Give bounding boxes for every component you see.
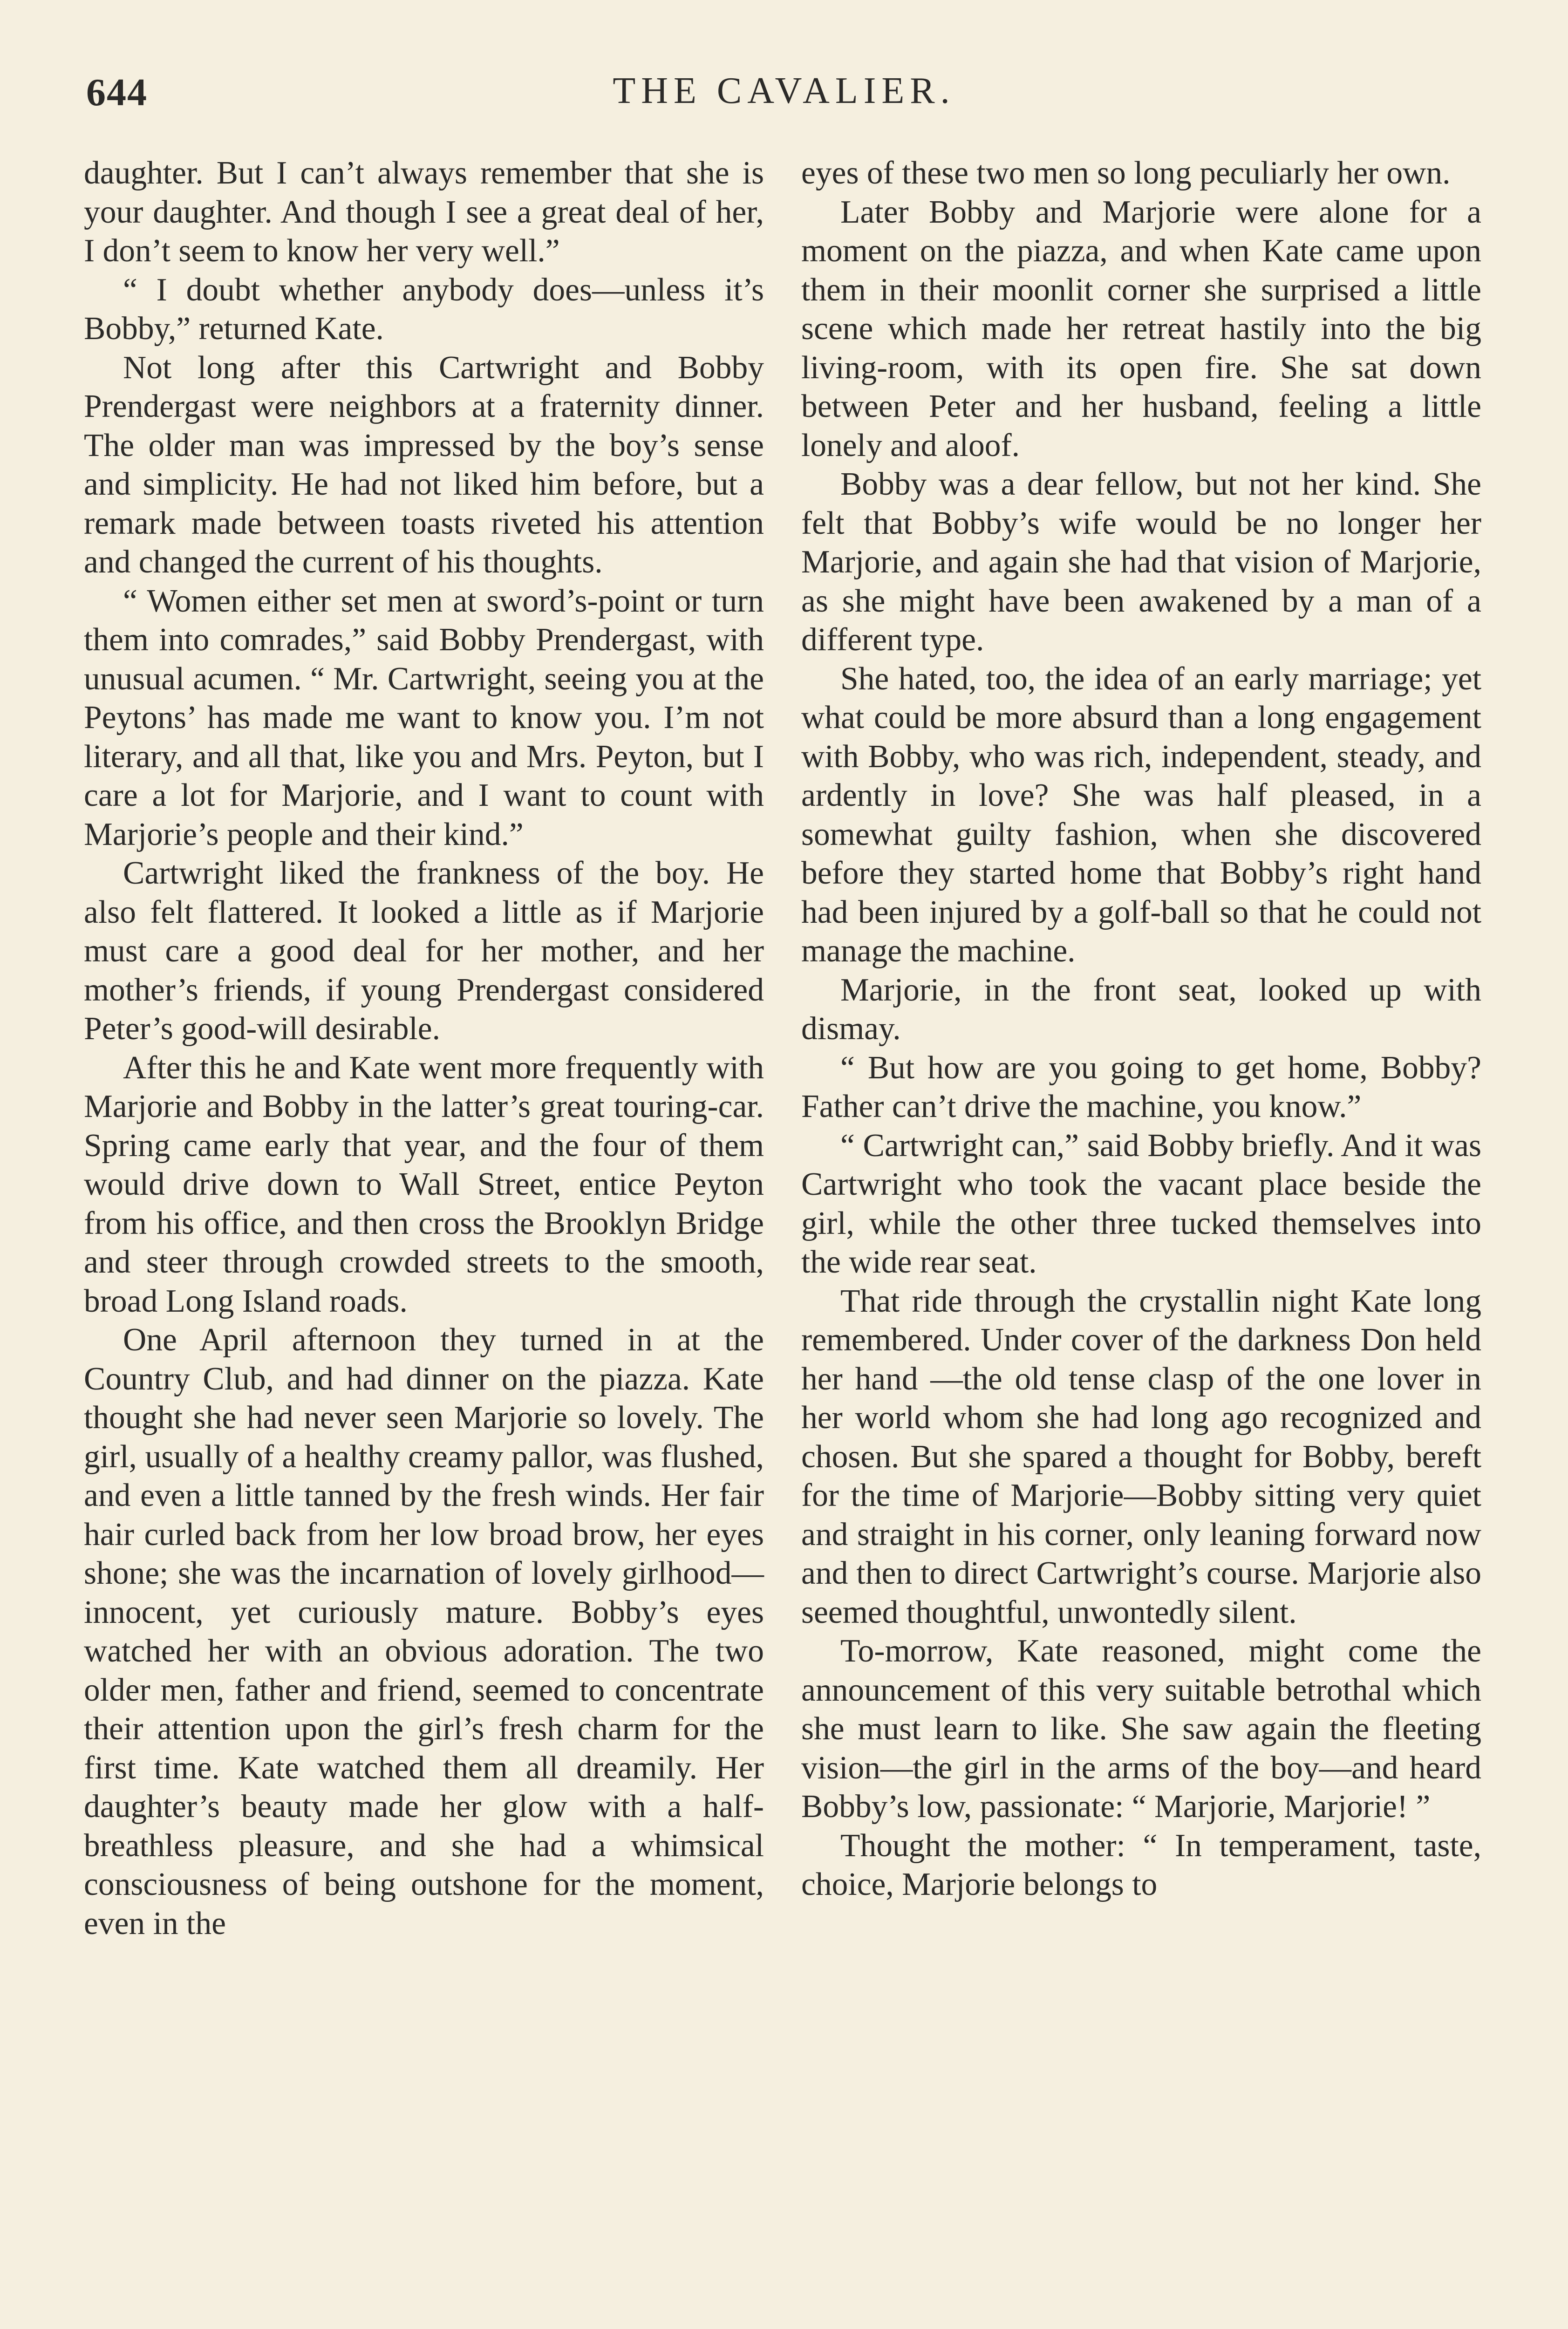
paragraph: One April afternoon they turned in at the Country Club, and had dinner on the piazza. Kate thought she had never seen Marjorie so lovely. The girl, usually of a healthy creamy pallor, was flushed, and even a little tanned by the fresh winds. Her fair hair curled back from her low broad brow, her eyes shone; she was the incarnation of lovely girlhood—innocent, yet curiously mature. Bobby’s eyes watched her with an obvious adoration. The two older men, father and friend, seemed to concentrate their attention upon the girl’s fresh charm for the first time. Kate watched them all dreamily. Her daughter’s beauty made her glow with a half-breathless pleasure, and she had a whimsical consciousness of being outshone for the moment, even in the — [84, 1322, 764, 1941]
paragraph: “ Women either set men at sword’s-point or turn them into comrades,” said Bobby Prendergast, with unusual acumen. “ Mr. Cartwright, seeing you at the Peytons’ has made me want to know you. I’m not literary, and all that, like you and Mrs. Peyton, but I care a lot for Marjorie, and I want to count with Marjorie’s people and their kind.” — [84, 583, 764, 852]
paragraph: Cartwright liked the frankness of the boy. He also felt flattered. It looked a little as if Marjorie must care a good deal for her mother, and her mother’s friends, if young Prendergast considered Peter’s good-will desirable. — [84, 855, 764, 1047]
paragraph: She hated, too, the idea of an early marriage; yet what could be more absurd than a long engagement with Bobby, who was rich, independent, steady, and ardently in love? She was half pleased, in a somewhat guilty fashion, when she discovered before they started home that Bobby’s right hand had been injured by a golf-ball so that he could not manage the machine. — [801, 661, 1481, 969]
paragraph: eyes of these two men so long peculiarly her own. — [801, 155, 1451, 191]
paragraph: Thought the mother: “ In temperament, taste, choice, Marjorie belongs to — [801, 1827, 1481, 1902]
right-column — [801, 154, 1481, 1904]
paragraph: “ Cartwright can,” said Bobby briefly. And it was Cartwright who took the vacant place beside the girl, while the other three tucked themselves into the wide rear seat. — [801, 1127, 1481, 1280]
paragraph: Not long after this Cartwright and Bobby Prendergast were neighbors at a fraternity dinner. The older man was impressed by the boy’s sense and simplicity. He had not liked him before, but a remark made between toasts riveted his attention and changed the current of his thoughts. — [84, 349, 764, 580]
paragraph: Marjorie, in the front seat, looked up with dismay. — [801, 972, 1481, 1047]
paragraph: Bobby was a dear fellow, but not her kind. She felt that Bobby’s wife would be no longer her Marjorie, and again she had that vision of Marjorie, as she might have been awakened by a man of a different type. — [801, 466, 1481, 658]
paragraph: To-morrow, Kate reasoned, might come the announcement of this very suitable betrothal which she must learn to like. She saw again the fleeting vision—the girl in the arms of the boy—and heard Bobby’s low, passionate: “ Marjorie, Marjorie! ” — [801, 1633, 1481, 1825]
paragraph: daughter. But I can’t always remember that she is your daughter. And though I see a great deal of her, I don’t seem to know her very well.” — [84, 155, 764, 269]
running-title: THE CAVALIER. — [613, 70, 955, 111]
page-header — [0, 70, 1568, 121]
page-number: 644 — [86, 71, 148, 114]
paragraph: “ But how are you going to get home, Bobby? Father can’t drive the machine, you know.” — [801, 1049, 1481, 1124]
paragraph: After this he and Kate went more frequently with Marjorie and Bobby in the latter’s great touring-car. Spring came early that year, and the four of them would drive down to Wall Street, entice Peyton from his office, and then cross the Brooklyn Bridge and steer through crowded streets to the smooth, broad Long Island roads. — [84, 1049, 764, 1319]
paragraph: “ I doubt whether anybody does—unless it’s Bobby,” returned Kate. — [84, 272, 764, 347]
left-column — [84, 154, 764, 1943]
paragraph: That ride through the crystallin night Kate long remembered. Under cover of the darkness Don held her hand —the old tense clasp of the one lover in her world whom she had long ago recognized and chosen. But she spared a thought for Bobby, bereft for the time of Marjorie—Bobby sitting very quiet and straight in his corner, only leaning forward now and then to direct Cartwright’s course. Marjorie also seemed thoughtful, unwontedly silent. — [801, 1283, 1481, 1630]
paragraph: Later Bobby and Marjorie were alone for a moment on the piazza, and when Kate came upon them in their moonlit corner she surprised a little scene which made her retreat hastily into the big living-room, with its open fire. She sat down between Peter and her husband, feeling a little lonely and aloof. — [801, 194, 1481, 463]
